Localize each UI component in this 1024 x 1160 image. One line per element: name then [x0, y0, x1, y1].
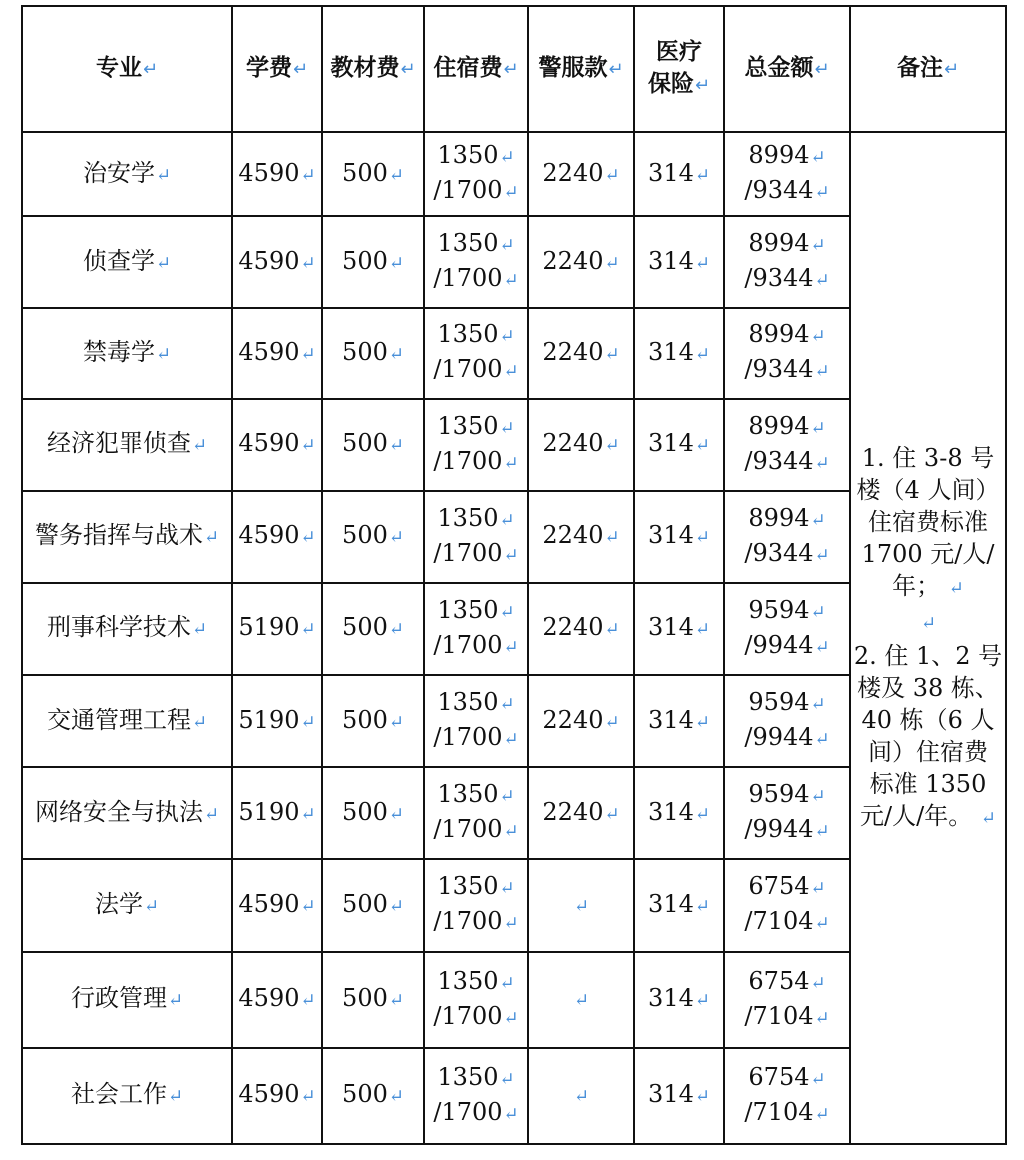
paragraph-mark-icon — [695, 527, 710, 548]
paragraph-mark-icon — [810, 1069, 825, 1090]
paragraph-mark-icon — [204, 804, 219, 825]
paragraph-mark-icon — [300, 896, 315, 917]
paragraph-mark-icon — [810, 418, 825, 439]
paragraph-mark-icon — [389, 253, 404, 274]
cell-books: 500 ↵ — [322, 1048, 424, 1144]
paragraph-mark-icon — [949, 578, 964, 599]
paragraph-mark-icon — [810, 878, 825, 899]
paragraph-mark-icon — [695, 435, 710, 456]
paragraph-mark-icon — [168, 990, 183, 1011]
paragraph-mark-icon — [156, 344, 171, 365]
cell-total: 8994 ↵ /9344 ↵ — [724, 216, 850, 308]
paragraph-mark-icon — [695, 619, 710, 640]
paragraph-mark-icon — [503, 59, 518, 80]
cell-books: 500 ↵ — [322, 399, 424, 491]
paragraph-mark-icon — [389, 344, 404, 365]
paragraph-mark-icon — [810, 973, 825, 994]
paragraph-mark-icon — [504, 361, 519, 382]
paragraph-mark-icon — [608, 59, 623, 80]
paragraph-mark-icon — [815, 637, 830, 658]
paragraph-mark-icon — [604, 712, 619, 733]
paragraph-mark-icon — [695, 804, 710, 825]
paragraph-mark-icon — [389, 712, 404, 733]
cell-lodging: 1350 ↵ /1700 ↵ — [424, 767, 528, 859]
paragraph-mark-icon — [814, 59, 829, 80]
table-row — [22, 132, 1006, 216]
header-tuition: 学费 ↵ — [232, 6, 322, 132]
cell-books: 500 ↵ — [322, 308, 424, 398]
cell-books: 500 ↵ — [322, 859, 424, 951]
paragraph-mark-icon — [810, 326, 825, 347]
fee-table — [21, 5, 1007, 1145]
cell-insurance: 314 ↵ — [634, 675, 724, 767]
paragraph-mark-icon — [815, 913, 830, 934]
cell-major: 社会工作 ↵ — [22, 1048, 232, 1144]
paragraph-mark-icon — [499, 602, 514, 623]
cell-total: 8994 ↵ /9344 ↵ — [724, 132, 850, 216]
cell-tuition: 4590 ↵ — [232, 859, 322, 951]
header-major: 专业 ↵ — [22, 6, 232, 132]
cell-uniform — [528, 859, 634, 951]
paragraph-mark-icon — [300, 165, 315, 186]
cell-major: 交通管理工程 ↵ — [22, 675, 232, 767]
cell-insurance: 314 ↵ — [634, 952, 724, 1048]
cell-insurance: 314 ↵ — [634, 132, 724, 216]
paragraph-mark-icon — [810, 602, 825, 623]
cell-insurance: 314 ↵ — [634, 216, 724, 308]
paragraph-mark-icon — [604, 344, 619, 365]
paragraph-mark-icon — [695, 165, 710, 186]
paragraph-mark-icon — [815, 821, 830, 842]
paragraph-mark-icon — [695, 344, 710, 365]
cell-insurance: 314 ↵ — [634, 859, 724, 951]
paragraph-mark-icon — [143, 59, 158, 80]
paragraph-mark-icon — [504, 1104, 519, 1125]
paragraph-mark-icon — [981, 808, 996, 829]
cell-books: 500 ↵ — [322, 132, 424, 216]
cell-books: 500 ↵ — [322, 583, 424, 675]
cell-tuition: 4590 ↵ — [232, 216, 322, 308]
header-note: 备注 ↵ — [850, 6, 1006, 132]
paragraph-mark-icon — [815, 361, 830, 382]
paragraph-mark-icon — [695, 712, 710, 733]
cell-total: 6754 ↵ /7104 ↵ — [724, 859, 850, 951]
paragraph-mark-icon — [389, 619, 404, 640]
paragraph-mark-icon — [504, 453, 519, 474]
paragraph-mark-icon — [504, 821, 519, 842]
cell-lodging: 1350 ↵ /1700 ↵ — [424, 1048, 528, 1144]
paragraph-mark-icon — [810, 694, 825, 715]
cell-lodging: 1350 ↵ /1700 ↵ — [424, 952, 528, 1048]
cell-uniform: 2240 ↵ — [528, 583, 634, 675]
cell-major: 治安学 ↵ — [22, 132, 232, 216]
cell-uniform: 2240 ↵ — [528, 399, 634, 491]
cell-lodging: 1350 ↵ /1700 ↵ — [424, 491, 528, 583]
paragraph-mark-icon — [499, 694, 514, 715]
cell-lodging: 1350 ↵ /1700 ↵ — [424, 308, 528, 398]
cell-lodging: 1350 ↵ /1700 ↵ — [424, 859, 528, 951]
cell-major: 网络安全与执法 ↵ — [22, 767, 232, 859]
paragraph-mark-icon — [156, 165, 171, 186]
cell-books: 500 ↵ — [322, 491, 424, 583]
header-uniform: 警服款 ↵ — [528, 6, 634, 132]
paragraph-mark-icon — [815, 453, 830, 474]
cell-total: 9594 ↵ /9944 ↵ — [724, 767, 850, 859]
paragraph-mark-icon — [499, 878, 514, 899]
cell-uniform: 2240 ↵ — [528, 308, 634, 398]
paragraph-mark-icon — [168, 1086, 183, 1107]
paragraph-mark-icon — [156, 253, 171, 274]
header-lodging: 住宿费 ↵ — [424, 6, 528, 132]
paragraph-mark-icon — [574, 990, 589, 1011]
cell-tuition: 4590 ↵ — [232, 491, 322, 583]
cell-total: 6754 ↵ /7104 ↵ — [724, 952, 850, 1048]
paragraph-mark-icon — [815, 545, 830, 566]
cell-total: 8994 ↵ /9344 ↵ — [724, 399, 850, 491]
cell-tuition: 5190 ↵ — [232, 767, 322, 859]
cell-insurance: 314 ↵ — [634, 308, 724, 398]
cell-total: 9594 ↵ /9944 ↵ — [724, 583, 850, 675]
cell-books: 500 ↵ — [322, 675, 424, 767]
paragraph-mark-icon — [389, 990, 404, 1011]
cell-insurance: 314 ↵ — [634, 399, 724, 491]
cell-books: 500 ↵ — [322, 952, 424, 1048]
paragraph-mark-icon — [504, 545, 519, 566]
paragraph-mark-icon — [300, 990, 315, 1011]
paragraph-mark-icon — [695, 253, 710, 274]
paragraph-mark-icon — [810, 147, 825, 168]
paragraph-mark-icon — [499, 235, 514, 256]
paragraph-mark-icon — [300, 804, 315, 825]
cell-uniform: 2240 ↵ — [528, 216, 634, 308]
cell-insurance: 314 ↵ — [634, 491, 724, 583]
cell-tuition: 5190 ↵ — [232, 583, 322, 675]
paragraph-mark-icon — [944, 59, 959, 80]
paragraph-mark-icon — [300, 619, 315, 640]
paragraph-mark-icon — [695, 990, 710, 1011]
cell-total: 6754 ↵ /7104 ↵ — [724, 1048, 850, 1144]
paragraph-mark-icon — [300, 712, 315, 733]
paragraph-mark-icon — [574, 896, 589, 917]
paragraph-mark-icon — [504, 637, 519, 658]
cell-total: 9594 ↵ /9944 ↵ — [724, 675, 850, 767]
paragraph-mark-icon — [499, 786, 514, 807]
paragraph-mark-icon — [921, 613, 936, 634]
paragraph-mark-icon — [499, 510, 514, 531]
paragraph-mark-icon — [504, 729, 519, 750]
cell-books: 500 ↵ — [322, 216, 424, 308]
paragraph-mark-icon — [810, 235, 825, 256]
paragraph-mark-icon — [504, 182, 519, 203]
paragraph-mark-icon — [695, 75, 710, 96]
paragraph-mark-icon — [389, 435, 404, 456]
header-insurance: 医疗 保险 ↵ — [634, 6, 724, 132]
paragraph-mark-icon — [499, 973, 514, 994]
paragraph-mark-icon — [192, 619, 207, 640]
cell-lodging: 1350 ↵ /1700 ↵ — [424, 583, 528, 675]
paragraph-mark-icon — [604, 253, 619, 274]
cell-major: 警务指挥与战术 ↵ — [22, 491, 232, 583]
cell-lodging: 1350 ↵ /1700 ↵ — [424, 132, 528, 216]
paragraph-mark-icon — [815, 1008, 830, 1029]
paragraph-mark-icon — [504, 913, 519, 934]
paragraph-mark-icon — [300, 527, 315, 548]
cell-insurance: 314 ↵ — [634, 1048, 724, 1144]
cell-insurance: 314 ↵ — [634, 583, 724, 675]
cell-uniform: 2240 ↵ — [528, 767, 634, 859]
paragraph-mark-icon — [604, 527, 619, 548]
paragraph-mark-icon — [300, 344, 315, 365]
cell-major: 禁毒学 ↵ — [22, 308, 232, 398]
paragraph-mark-icon — [815, 182, 830, 203]
paragraph-mark-icon — [604, 435, 619, 456]
paragraph-mark-icon — [604, 804, 619, 825]
cell-insurance: 314 ↵ — [634, 767, 724, 859]
paragraph-mark-icon — [389, 896, 404, 917]
paragraph-mark-icon — [389, 1086, 404, 1107]
cell-note: 1. 住 3-8 号 楼（4 人间） 住宿费标准 1700 元/人/ 年； ↵ ↵ 2. 住 1、2 号 楼及 38 栋、 40 栋（6 人 间）住宿费 标准 1350 元/人/年。 ↵ — [850, 132, 1006, 1144]
paragraph-mark-icon — [604, 165, 619, 186]
cell-uniform — [528, 1048, 634, 1144]
paragraph-mark-icon — [499, 1069, 514, 1090]
paragraph-mark-icon — [574, 1086, 589, 1107]
cell-major: 行政管理 ↵ — [22, 952, 232, 1048]
paragraph-mark-icon — [499, 326, 514, 347]
cell-books: 500 ↵ — [322, 767, 424, 859]
header-books: 教材费 ↵ — [322, 6, 424, 132]
paragraph-mark-icon — [144, 896, 159, 917]
paragraph-mark-icon — [389, 165, 404, 186]
header-row — [22, 6, 1006, 132]
cell-uniform: 2240 ↵ — [528, 675, 634, 767]
cell-tuition: 4590 ↵ — [232, 952, 322, 1048]
cell-total: 8994 ↵ /9344 ↵ — [724, 308, 850, 398]
paragraph-mark-icon — [815, 1104, 830, 1125]
cell-total: 8994 ↵ /9344 ↵ — [724, 491, 850, 583]
paragraph-mark-icon — [604, 619, 619, 640]
paragraph-mark-icon — [192, 712, 207, 733]
paragraph-mark-icon — [192, 435, 207, 456]
paragraph-mark-icon — [293, 59, 308, 80]
cell-uniform — [528, 952, 634, 1048]
paragraph-mark-icon — [695, 1086, 710, 1107]
cell-lodging: 1350 ↵ /1700 ↵ — [424, 216, 528, 308]
cell-major: 法学 ↵ — [22, 859, 232, 951]
paragraph-mark-icon — [504, 270, 519, 291]
cell-tuition: 4590 ↵ — [232, 308, 322, 398]
header-total: 总金额 ↵ — [724, 6, 850, 132]
cell-tuition: 4590 ↵ — [232, 132, 322, 216]
cell-tuition: 4590 ↵ — [232, 399, 322, 491]
cell-uniform: 2240 ↵ — [528, 132, 634, 216]
paragraph-mark-icon — [300, 435, 315, 456]
paragraph-mark-icon — [810, 786, 825, 807]
paragraph-mark-icon — [695, 896, 710, 917]
paragraph-mark-icon — [504, 1008, 519, 1029]
cell-major: 侦查学 ↵ — [22, 216, 232, 308]
cell-tuition: 4590 ↵ — [232, 1048, 322, 1144]
paragraph-mark-icon — [400, 59, 415, 80]
cell-tuition: 5190 ↵ — [232, 675, 322, 767]
paragraph-mark-icon — [815, 729, 830, 750]
paragraph-mark-icon — [815, 270, 830, 291]
paragraph-mark-icon — [300, 253, 315, 274]
paragraph-mark-icon — [810, 510, 825, 531]
paragraph-mark-icon — [389, 527, 404, 548]
cell-lodging: 1350 ↵ /1700 ↵ — [424, 399, 528, 491]
paragraph-mark-icon — [204, 527, 219, 548]
cell-uniform: 2240 ↵ — [528, 491, 634, 583]
cell-major: 刑事科学技术 ↵ — [22, 583, 232, 675]
cell-major: 经济犯罪侦查 ↵ — [22, 399, 232, 491]
paragraph-mark-icon — [499, 418, 514, 439]
paragraph-mark-icon — [499, 147, 514, 168]
paragraph-mark-icon — [389, 804, 404, 825]
cell-lodging: 1350 ↵ /1700 ↵ — [424, 675, 528, 767]
paragraph-mark-icon — [300, 1086, 315, 1107]
